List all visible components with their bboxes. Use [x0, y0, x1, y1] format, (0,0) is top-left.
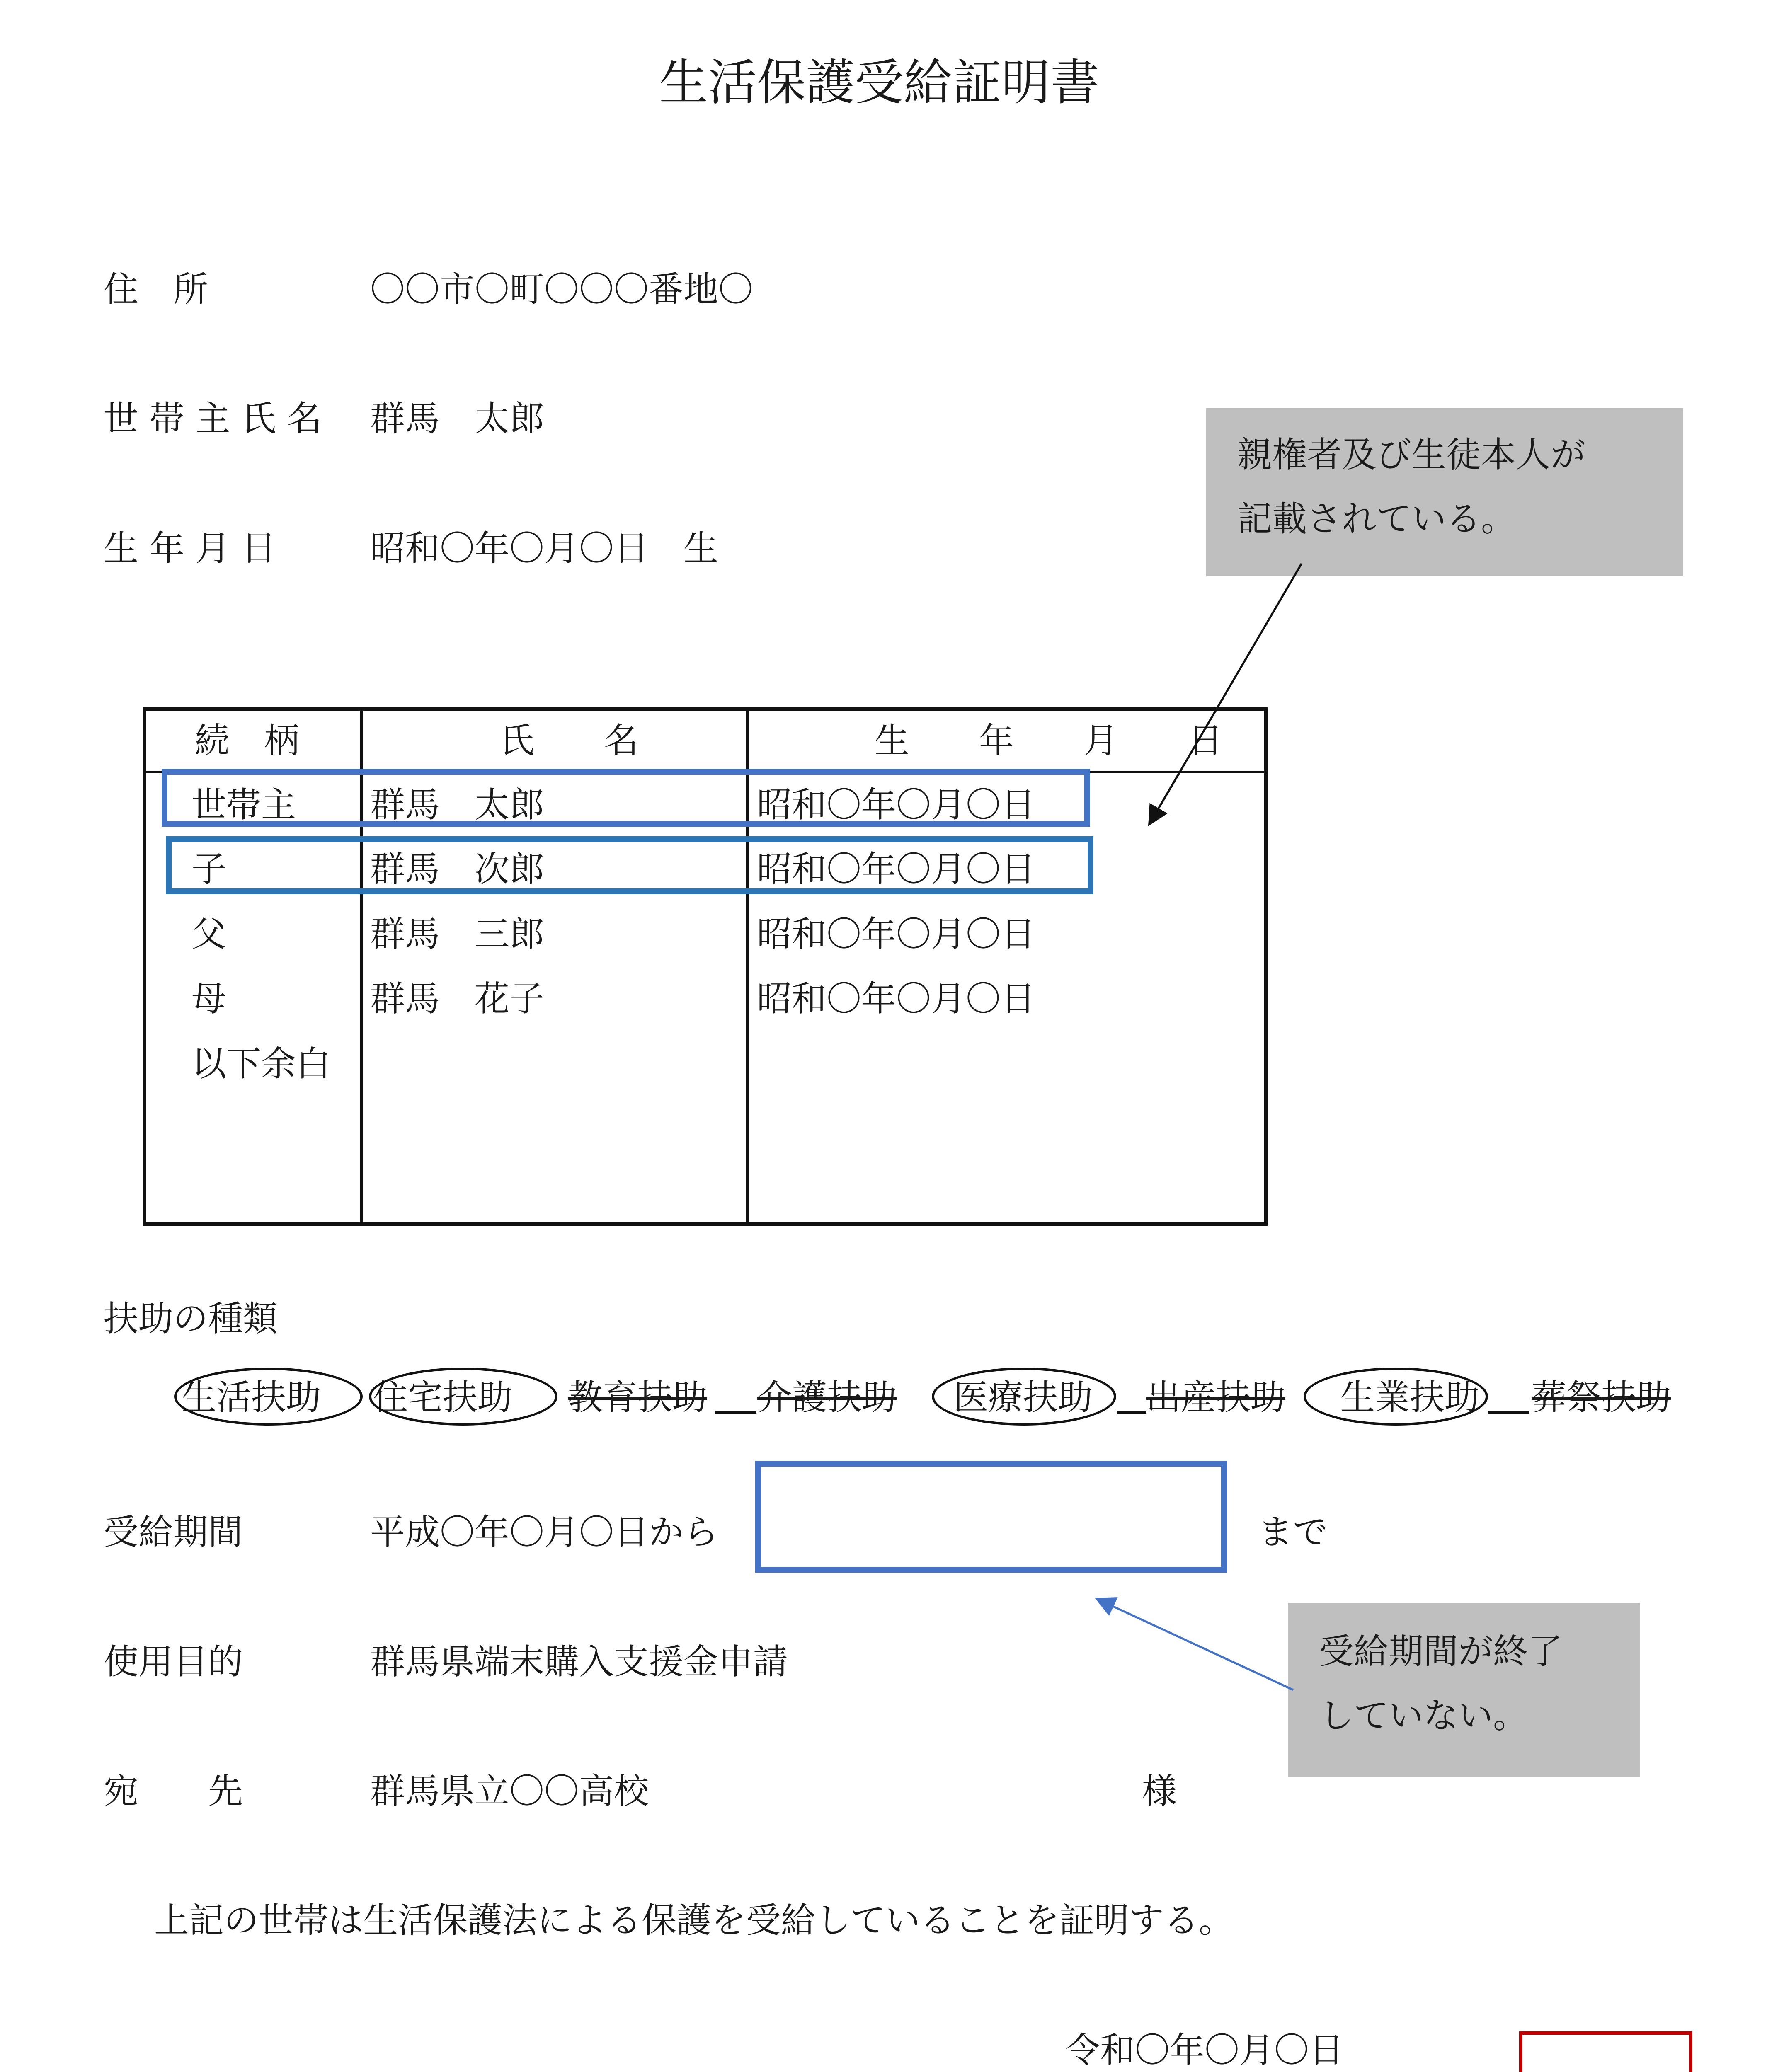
aid-label: 扶助の種類	[104, 1298, 278, 1339]
aid-type: 住宅扶助	[373, 1377, 513, 1418]
row-relation: 母	[191, 978, 227, 1019]
callout-guardian-line1: 親権者及び生徒本人が	[1237, 434, 1586, 475]
aid-type: 出産扶助	[1146, 1377, 1286, 1418]
head-name-label: 世 帯 主 氏 名	[104, 398, 322, 439]
row-name: 群馬 花子	[370, 978, 545, 1019]
row-birthdate: 昭和〇年〇月〇日	[757, 914, 1036, 954]
row-relation: 以下余白	[191, 1043, 331, 1084]
purpose-label: 使用目的	[104, 1641, 243, 1682]
addressee-honorific: 様	[1142, 1771, 1177, 1811]
period-from: 平成〇年〇月〇日から	[370, 1512, 719, 1552]
birthdate-value: 昭和〇年〇月〇日 生	[370, 528, 719, 569]
row-relation: 子	[191, 849, 227, 889]
aid-type: 医療扶助	[953, 1377, 1093, 1418]
head-name-value: 群馬 太郎	[370, 398, 545, 439]
row-name: 群馬 次郎	[370, 849, 545, 889]
header-relation: 続 柄	[195, 720, 300, 761]
aid-type: 生業扶助	[1340, 1377, 1480, 1418]
document-title: 生活保護受給証明書	[659, 54, 1100, 111]
row-relation: 父	[191, 914, 227, 954]
purpose-value: 群馬県端末購入支援金申請	[370, 1641, 788, 1682]
issue-date: 令和〇年〇月〇日	[1065, 2030, 1344, 2070]
callout-period-line1: 受給期間が終了	[1319, 1631, 1563, 1672]
header-name: 氏 名	[499, 720, 639, 761]
header-birthdate: 生 年 月 日	[875, 720, 1223, 761]
row-name: 群馬 太郎	[370, 784, 545, 825]
period-until: まで	[1258, 1512, 1328, 1552]
row-birthdate: 昭和〇年〇月〇日	[757, 784, 1036, 825]
aid-type: 介護扶助	[757, 1377, 897, 1418]
aid-type: 生活扶助	[182, 1377, 321, 1418]
aid-type: 葬祭扶助	[1532, 1377, 1671, 1418]
callout-guardian-line2: 記載されている。	[1237, 499, 1516, 539]
row-name: 群馬 三郎	[370, 914, 545, 954]
row-birthdate: 昭和〇年〇月〇日	[757, 978, 1036, 1019]
row-birthdate: 昭和〇年〇月〇日	[757, 849, 1036, 889]
birthdate-label: 生 年 月 日	[104, 528, 276, 569]
addressee-label: 宛 先	[104, 1771, 243, 1811]
addressee-value: 群馬県立〇〇高校	[370, 1771, 649, 1811]
address-value: 〇〇市〇町〇〇〇番地〇	[370, 269, 754, 310]
arrow-to-rows	[1150, 564, 1302, 823]
aid-type: 教育扶助	[568, 1377, 708, 1418]
row-relation: 世帯主	[191, 784, 296, 825]
arrow-to-period	[1098, 1600, 1293, 1690]
callout-period-line2: していない。	[1319, 1695, 1528, 1736]
certification-statement: 上記の世帯は生活保護法による保護を受給していることを証明する。	[154, 1900, 1234, 1941]
address-label: 住 所	[104, 269, 208, 310]
period-label: 受給期間	[104, 1512, 243, 1552]
